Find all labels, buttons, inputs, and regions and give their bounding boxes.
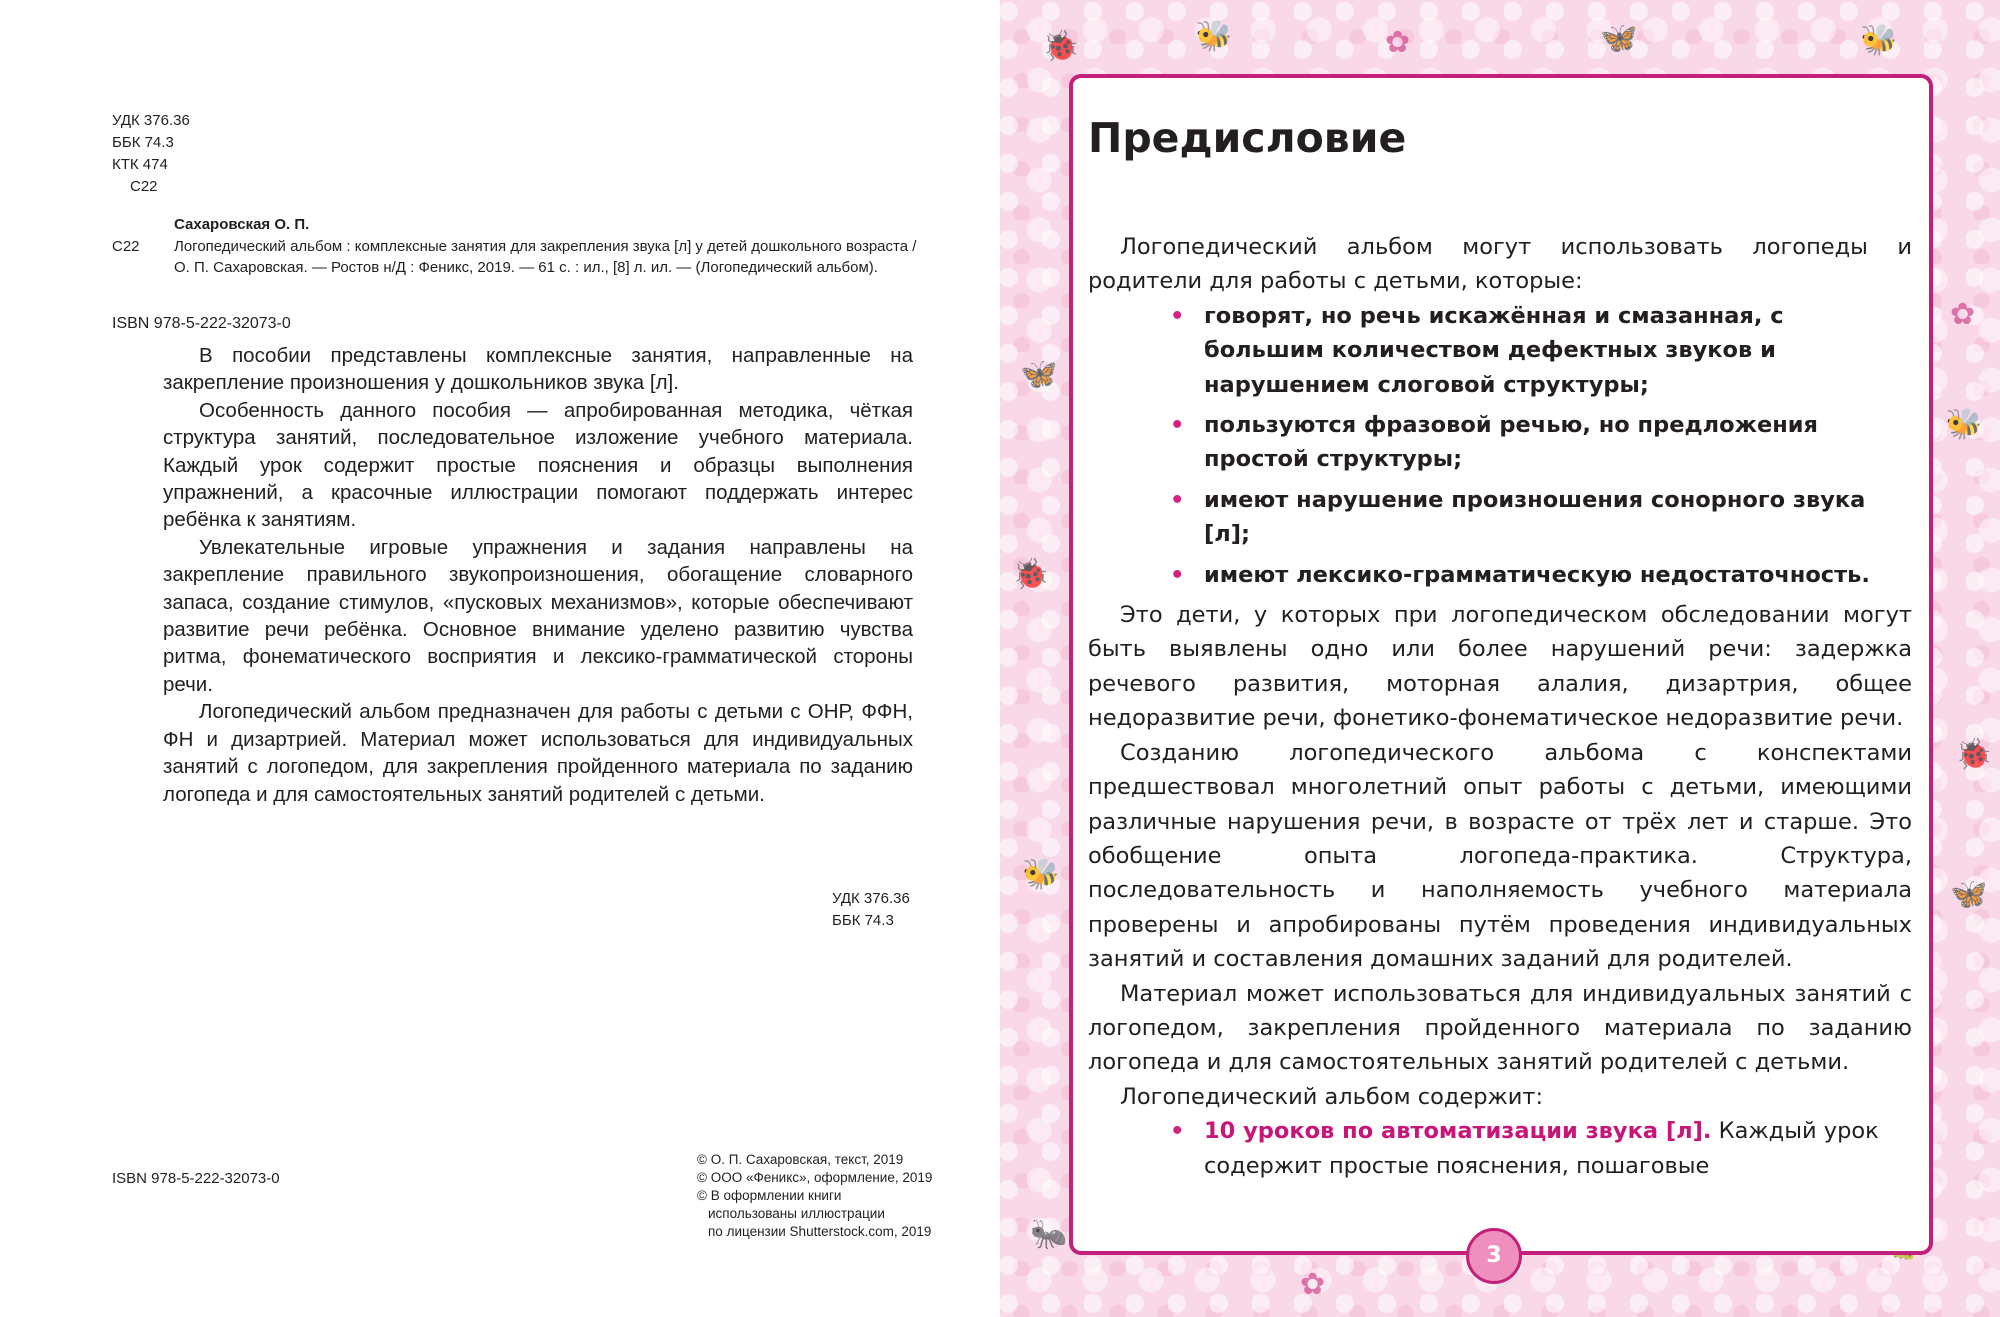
bullet-icon: • [1170,302,1185,329]
page-number: 3 [1486,1243,1502,1268]
dragonfly-icon: ✿ [1385,26,1411,59]
list-item: • 10 уроков по автоматизации звука [л]. Каждый урок содержит простые пояснения, пошаговые [1088,1114,1912,1183]
annotation [163,342,913,808]
body-paragraph: Это дети, у которых при логопедическом обследовании могут быть выявлены одно или более нарушений речи: задержка речевого развития, моторная алалия, дизартрия, общее недоразвитие речи, фонетико-фонематическое недоразвитие речи. [1088,602,1912,732]
body-paragraph: Материал может использоваться для индивидуальных занятий с логопедом, закрепления пройденного материала по заданию логопеда и для самостоятельных занятий родителей с детьми. [1088,980,1912,1076]
bee-icon: 🐝 [1022,858,1060,891]
udk-code-bottom: УДК 376.36 [832,890,910,907]
bullet-icon: • [1170,412,1185,439]
page-number-badge [1466,1228,1522,1284]
body-paragraph: Созданию логопедического альбома с конспектами предшествовал многолетний опыт работы с детьми, имеющими различные нарушения речи, в возрасте от трёх лет и старше. Это обобщение опыта логопеда-практика. Структура, последовательность и наполняемость учебного материала проверены и апробированы путём проведения индивидуальных занятий и составления домашних заданий для родителей. [1088,739,1912,973]
ktk-code: КТК 474 [112,156,168,173]
bbk-code: ББК 74.3 [112,134,174,151]
list-item: • имеют лексико-грамматическую недостаточность. [1088,558,1912,592]
butterfly-icon: 🦋 [1950,878,1988,911]
butterfly-icon: 🦋 [1020,358,1058,391]
ladybug-icon: 🐞 [1042,30,1080,63]
bullet-icon: • [1170,486,1185,513]
annotation-paragraph: В пособии представлены комплексные занятия, направленные на закрепление произношения у дошкольников звука [л]. [163,344,913,395]
preface-body [1088,230,1912,1189]
annotation-paragraph: Особенность данного пособия — апробированная методика, чёткая структура занятий, последовательное изложение учебного материала. Каждый урок содержит простые пояснения и образцы выполнения упражнений, а красочные иллюстрации помогают поддержать интерес ребёнка к занятиям. [163,398,913,532]
beetle-icon: 🐞 [1012,558,1050,591]
bullet-icon: • [1170,561,1185,588]
copyright-block [697,1151,932,1241]
target-children-list [1088,299,1912,592]
isbn-bottom: ISBN 978-5-222-32073-0 [112,1170,280,1187]
butterfly-icon: 🦋 [1600,22,1638,55]
contents-intro: Логопедический альбом содержит: [1120,1083,1544,1110]
copyright-line: использованы иллюстрации [708,1206,885,1221]
right-page [1000,0,2000,1317]
author-sign-left: С22 [112,238,140,255]
copyright-line: © О. П. Сахаровская, текст, 2019 [697,1152,904,1167]
copyright-line: по лицензии Shutterstock.com, 2019 [708,1224,932,1239]
isbn: ISBN 978-5-222-32073-0 [112,315,291,332]
list-item: • пользуются фразовой речью, но предложения простой структуры; [1088,408,1912,477]
ant-icon: 🐜 [1030,1218,1068,1251]
copyright-line: © В оформлении книги [697,1188,842,1203]
list-item: • имеют нарушение произношения сонорного звука [л]; [1088,483,1912,552]
page-title: Предисловие [1088,114,1407,162]
bbk-code-bottom: ББК 74.3 [832,912,894,929]
author-name: Сахаровская О. П. [174,216,310,233]
bee-icon: 🐝 [1945,408,1983,441]
dragonfly-icon: ✿ [1950,298,1976,331]
annotation-paragraph: Увлекательные игровые упражнения и задания направлены на закрепление правильного звукопроизношения, обогащение словарного запаса, создание стимулов, «пусковых механизмов», которые обеспечивают развитие речи ребёнка. Основное внимание уделено развитию чувства ритма, фонематического восприятия и лексико-грамматической стороны речи. [163,535,913,696]
annotation-paragraph: Логопедический альбом предназначен для работы с детьми с ОНР, ФФН, ФН и дизартрией. Материал может использоваться для индивидуальных занятий с логопедом, для закрепления пройденного материала по заданию логопеда и для самостоятельных занятий родителей с детьми. [163,700,913,806]
bullet-icon: • [1170,1118,1185,1145]
list-item: • говорят, но речь искажённая и смазанная, с большим количеством дефектных звуков и нарушением слоговой структуры; [1088,299,1912,402]
highlighted-text: 10 уроков по автоматизации звука [л]. [1204,1118,1712,1145]
dragonfly-icon: ✿ [1300,1268,1326,1301]
ladybug-icon: 🐞 [1955,738,1993,771]
author-sign: С22 [130,178,158,195]
bibliographic-description: Логопедический альбом : комплексные занятия для закрепления звука [л] у детей дошкольного возраста / О. П. Сахаровская. — Ростов н/Д : Феникс, 2019. — 61 с. : ил., [8] л. ил. — (Логопедический альбом). [174,238,917,276]
contents-list [1088,1114,1912,1183]
copyright-line: © ООО «Феникс», оформление, 2019 [697,1170,933,1185]
bee-icon: 🐝 [1195,20,1233,53]
bee-icon: 🐝 [1860,24,1898,57]
intro-paragraph: Логопедический альбом могут использовать логопеды и родители для работы с детьми, которые: [1088,234,1912,295]
udk-code: УДК 376.36 [112,112,190,129]
